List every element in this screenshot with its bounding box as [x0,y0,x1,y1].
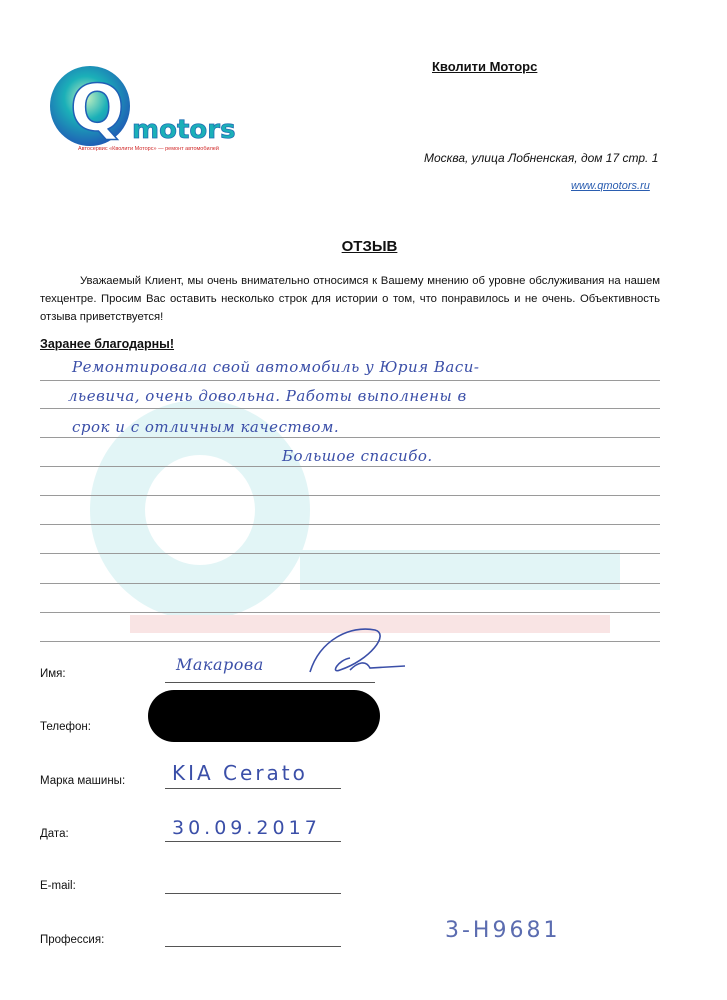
company-address: Москва, улица Лобненская, дом 17 стр. 1 [424,151,659,165]
name-label: Имя: [40,668,66,680]
ruled-line [40,495,660,496]
phone-label: Телефон: [40,721,91,733]
profession-label: Профессия: [40,934,105,946]
qmotors-logo-icon [48,58,248,158]
logo-tagline: Автосервис «Кволити Моторс» — ремонт автомобилей [78,146,219,152]
intro-text: Уважаемый Клиент, мы очень внимательно относимся к Вашему мнению об уровне обслуживания на нашем техцентре. Просим Вас оставить несколько строк для истории о том, что понравилось и не очень. Объективность отзыва приветствуется! [40,275,660,323]
signature-icon [280,620,420,690]
review-text-line: Большое спасибо. [282,447,433,465]
svg-text:Q: Q [70,72,125,146]
car-field-line [165,788,341,789]
review-text-line: Ремонтировала свой автомобиль у Юрия Васи- [72,358,480,376]
email-field-line [165,893,341,894]
date-field-line [165,841,341,842]
car-label: Марка машины: [40,775,126,787]
ruled-line [40,612,660,613]
review-text-line: льевича, очень довольна. Работы выполнены в [68,387,467,405]
document-code: 3-H9681 [445,918,561,943]
svg-text:motors: motors [132,115,236,145]
email-label: E-mail: [40,880,76,892]
ruled-line [40,524,660,525]
company-name: Кволити Моторс [432,59,538,74]
car-value: KIA Cerato [172,761,308,785]
name-value: Макарова [176,655,264,674]
thanks-heading: Заранее благодарны! [40,337,175,351]
review-text-line: срок и с отличным качеством. [72,418,340,436]
ruled-line [40,466,660,467]
ruled-line [40,408,660,409]
ruled-line [40,553,660,554]
profession-field-line [165,946,341,947]
ruled-line [40,437,660,438]
date-label: Дата: [40,828,69,840]
website-link[interactable]: www.qmotors.ru [571,180,650,192]
ruled-line [40,583,660,584]
date-value: 30.09.2017 [172,817,321,839]
form-title: ОТЗЫВ [341,238,398,255]
ruled-line [40,380,660,381]
redacted-phone [148,690,380,742]
